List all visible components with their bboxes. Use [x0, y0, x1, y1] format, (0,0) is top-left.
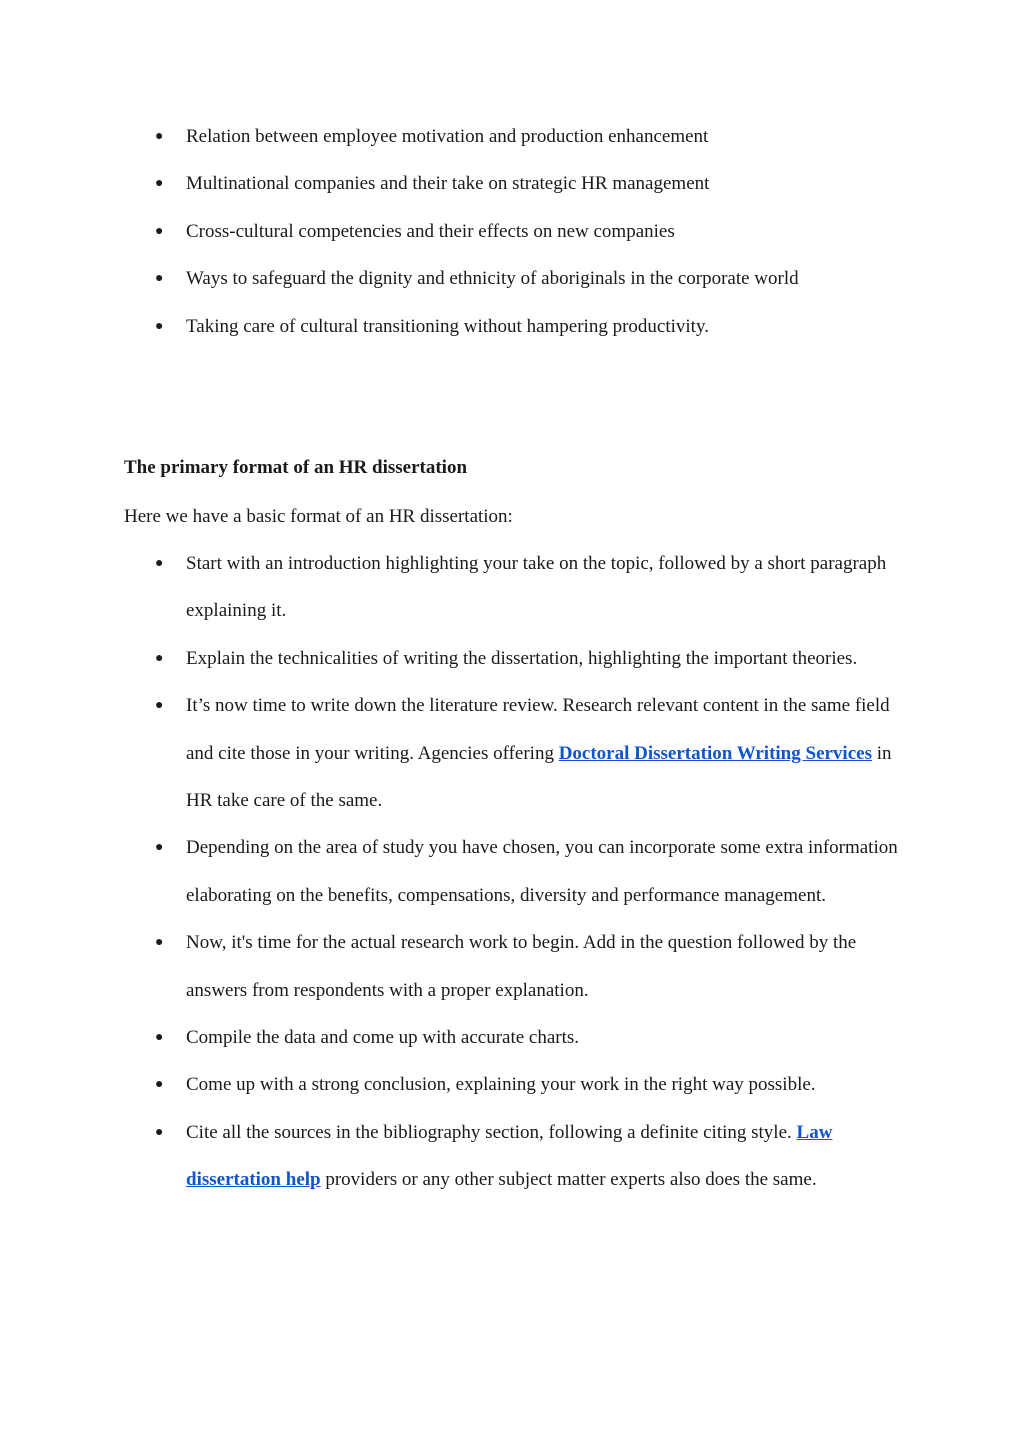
doctoral-dissertation-link[interactable]: Doctoral Dissertation Writing Services — [558, 742, 872, 764]
list-item — [124, 1014, 904, 1061]
list-item — [124, 824, 904, 919]
section-heading: The primary format of an HR dissertation — [124, 457, 468, 478]
bullet-icon: ● — [155, 318, 164, 334]
list-item-text: Depending on the area of study you have chosen, you can incorporate some extra information elaborating on the benefits, compensations, diversity and performance management. — [186, 837, 898, 906]
bullet-icon: ● — [155, 271, 164, 287]
bullet-icon: ● — [155, 129, 164, 144]
topic-list — [124, 113, 904, 350]
list-item-text: Taking care of cultural transitioning without hampering productivity. — [186, 315, 709, 337]
list-item-text: Come up with a strong conclusion, explaining your work in the right way possible. — [186, 1074, 816, 1096]
bullet-icon: ● — [155, 176, 164, 192]
list-item — [124, 682, 904, 824]
list-item-text-before: It’s now time to write down the literature review. Research relevant content in the same field and cite those in your writing. Agencies offering — [186, 695, 890, 764]
bullet-icon: ● — [155, 1077, 164, 1093]
bullet-icon: ● — [155, 1124, 164, 1140]
list-item-text: Now, it's time for the actual research work to begin. Add in the question followed by the answers from respondents with a proper explanation. — [186, 932, 857, 1001]
law-dissertation-link[interactable]: Law dissertation help — [186, 1121, 833, 1191]
bullet-icon: ● — [155, 650, 164, 666]
list-item — [124, 919, 904, 1014]
list-item — [124, 160, 904, 207]
list-item — [124, 1061, 904, 1108]
bullet-icon: ● — [155, 840, 164, 856]
list-item — [124, 303, 904, 350]
section-intro: Here we have a basic format of an HR dissertation: — [124, 506, 513, 527]
list-item-text: Relation between employee motivation and production enhancement — [186, 126, 709, 147]
list-item — [124, 635, 904, 682]
bullet-icon: ● — [155, 935, 164, 951]
format-steps-list — [124, 540, 904, 1204]
list-item-text: Compile the data and come up with accurate charts. — [186, 1027, 580, 1049]
bullet-icon: ● — [155, 556, 164, 571]
list-item — [124, 255, 904, 302]
list-item-text: Start with an introduction highlighting your take on the topic, followed by a short paragraph explaining it. — [186, 553, 887, 622]
bullet-icon: ● — [155, 698, 164, 714]
list-item — [124, 113, 904, 160]
list-item — [124, 540, 904, 635]
bullet-icon: ● — [155, 1030, 164, 1046]
list-item-text: Multinational companies and their take on strategic HR management — [186, 173, 710, 195]
list-item-text-before: Cite all the sources in the bibliography section, following a definite citing style. — [186, 1121, 797, 1143]
list-item-text: Explain the technicalities of writing the dissertation, highlighting the important theories. — [186, 647, 858, 669]
list-item-text: Ways to safeguard the dignity and ethnicity of aboriginals in the corporate world — [186, 268, 799, 290]
list-item — [124, 208, 904, 255]
bullet-icon: ● — [155, 223, 164, 239]
list-item-text-after: in HR take care of the same. — [186, 742, 892, 812]
list-item-text: Cross-cultural competencies and their effects on new companies — [186, 220, 675, 242]
list-item-text-after: providers or any other subject matter experts also does the same. — [320, 1169, 817, 1191]
list-item — [124, 1109, 904, 1204]
